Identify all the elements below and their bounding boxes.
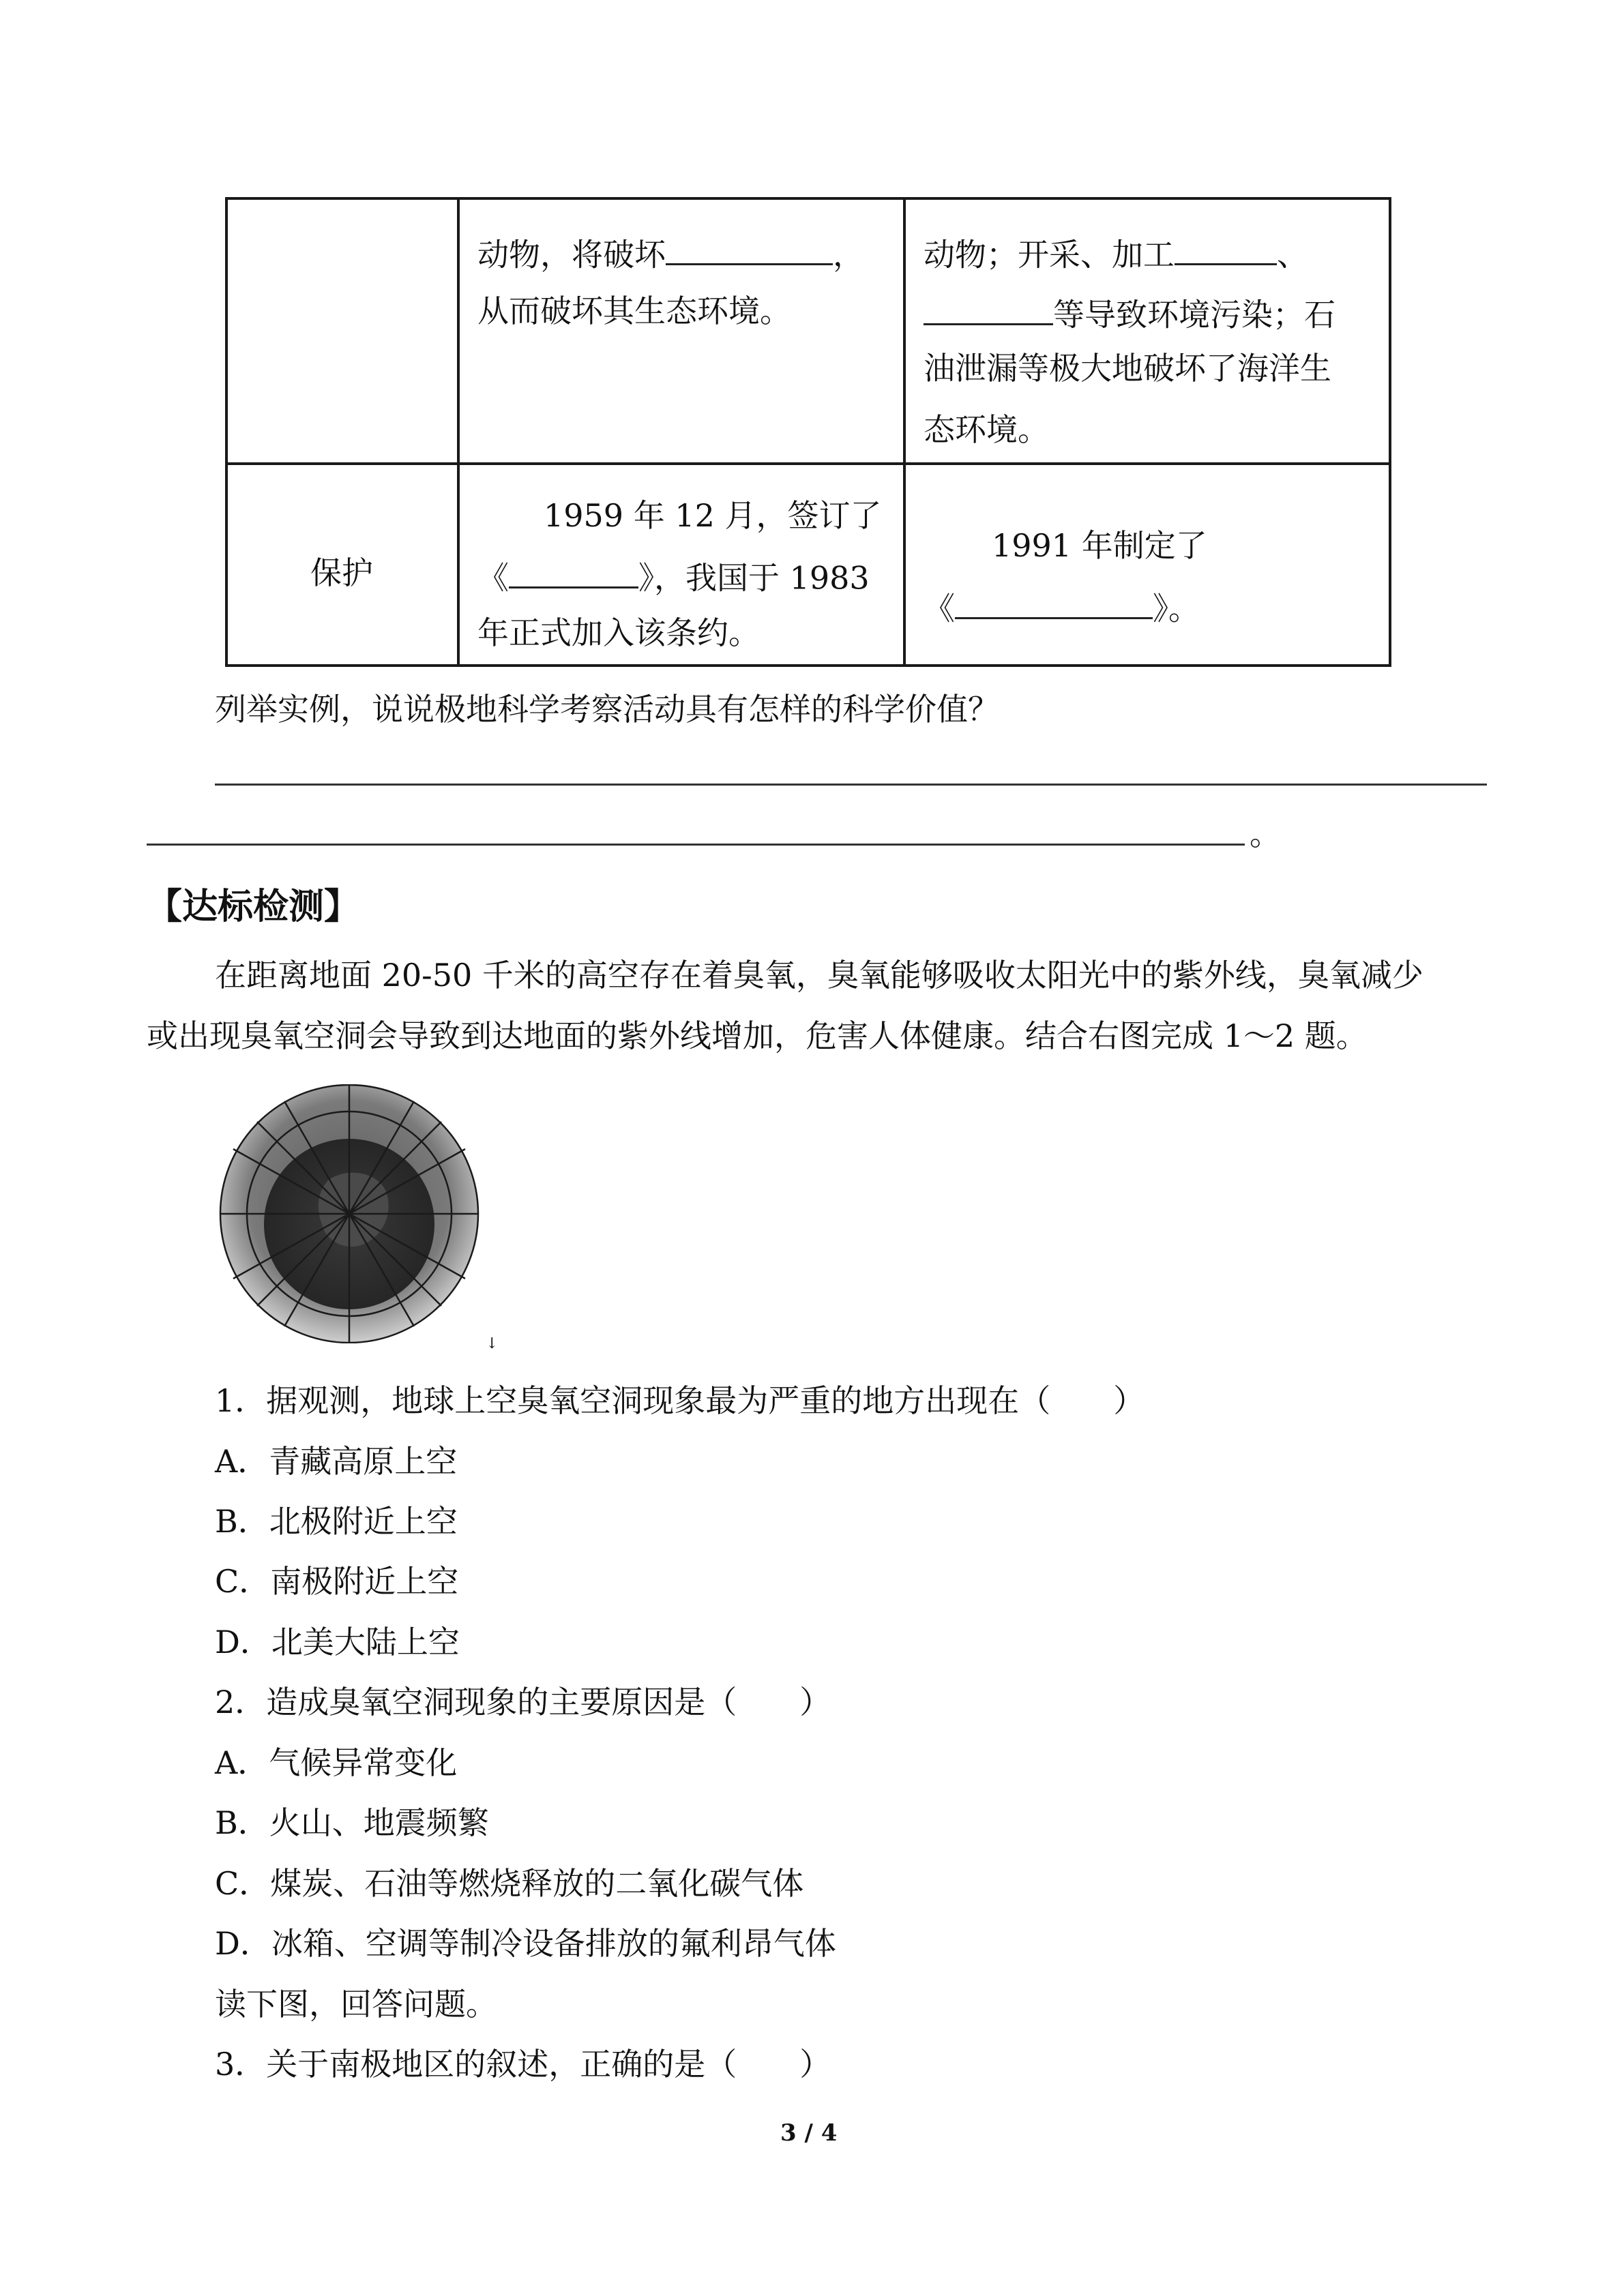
fill-blank[interactable] bbox=[924, 295, 1053, 325]
question-2-option-c[interactable]: C．煤炭、石油等燃烧释放的二氧化碳气体 bbox=[215, 1865, 804, 1902]
row1-col3-line3: 油泄漏等极大地破坏了海洋生 bbox=[924, 350, 1331, 387]
row1-col2-line1: 动物，将破坏 ， bbox=[477, 236, 864, 273]
open-question: 列举实例，说说极地科学考察活动具有怎样的科学价值？ bbox=[215, 691, 999, 728]
row1-col3-line4: 态环境。 bbox=[924, 411, 1049, 448]
row1-col3-line2: 等导致环境污染；石 bbox=[924, 295, 1335, 330]
read-instruction: 读下图，回答问题。 bbox=[215, 1986, 497, 2023]
question-1-stem: 1．据观测，地球上空臭氧空洞现象最为严重的地方出现在（ ） bbox=[215, 1382, 1145, 1419]
question-2-option-a[interactable]: A．气候异常变化 bbox=[215, 1744, 458, 1781]
question-1-option-b[interactable]: B．北极附近上空 bbox=[215, 1503, 458, 1540]
row2-label: 保护 bbox=[310, 554, 373, 591]
fill-blank[interactable] bbox=[666, 235, 833, 265]
row2-col2-line2: 《 》，我国于 1983 bbox=[477, 559, 870, 597]
question-1-option-d[interactable]: D．北美大陆上空 bbox=[215, 1624, 460, 1660]
section-title: 【达标检测】 bbox=[147, 886, 360, 927]
ozone-hole-figure bbox=[213, 1084, 486, 1343]
figure-mark: ↓ bbox=[486, 1335, 499, 1352]
answer-line-2[interactable] bbox=[147, 844, 1245, 846]
row2-col2-line1: 1959 年 12 月，签订了 bbox=[544, 497, 882, 534]
row1-col3-line1: 动物；开采、加工 、 bbox=[924, 236, 1308, 273]
question-2-option-b[interactable]: B．火山、地震频繁 bbox=[215, 1804, 489, 1841]
page-number: 3 / 4 bbox=[780, 2119, 838, 2147]
answer-line-1[interactable] bbox=[215, 784, 1487, 786]
fill-blank[interactable] bbox=[509, 558, 638, 588]
question-1-option-a[interactable]: A．青藏高原上空 bbox=[215, 1443, 458, 1480]
question-2-option-d[interactable]: D．冰箱、空调等制冷设备排放的氟利昂气体 bbox=[215, 1925, 836, 1962]
row2-col2-line3: 年正式加入该条约。 bbox=[477, 614, 760, 651]
row2-col3-line1: 1991 年制定了 bbox=[992, 527, 1207, 564]
fill-blank[interactable] bbox=[955, 589, 1153, 619]
answer-end-mark: 。 bbox=[1250, 816, 1281, 852]
row1-col2-line2: 从而破坏其生态环境。 bbox=[477, 293, 791, 329]
fill-blank[interactable] bbox=[1175, 235, 1277, 265]
intro-line-1: 在距离地面 20-50 千米的高空存在着臭氧，臭氧能够吸收太阳光中的紫外线，臭氧减少 bbox=[215, 957, 1423, 994]
row2-col3-line2: 《 》。 bbox=[924, 590, 1200, 627]
intro-line-2: 或出现臭氧空洞会导致到达地面的紫外线增加，危害人体健康。结合右图完成 1～2 题。 bbox=[147, 1017, 1368, 1054]
question-1-option-c[interactable]: C．南极附近上空 bbox=[215, 1563, 459, 1600]
question-2-stem: 2．造成臭氧空洞现象的主要原因是（ ） bbox=[215, 1684, 831, 1720]
question-3-stem: 3．关于南极地区的叙述，正确的是（ ） bbox=[215, 2046, 831, 2083]
